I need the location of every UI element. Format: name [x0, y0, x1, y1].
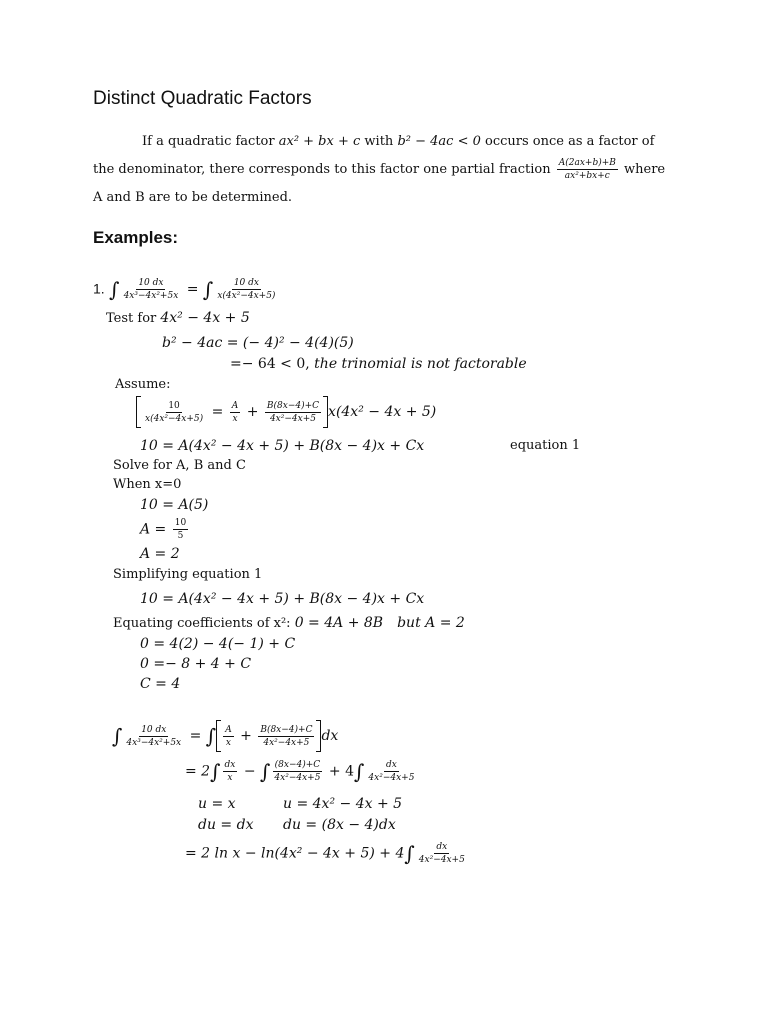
left-bracket — [136, 396, 141, 428]
equation-1-repeat: 10 = A(4x² − 4x + 5) + B(8x − 4)x + Cx — [140, 591, 425, 607]
math-note: but A = 2 — [397, 615, 465, 631]
fraction-numerator: A — [231, 400, 239, 411]
examples-heading: Examples: — [93, 228, 179, 247]
fraction — [265, 401, 321, 424]
fraction-denominator: 4x²−4x+5 — [418, 855, 465, 865]
integral-sign: ∫ — [202, 277, 214, 302]
integral-sign: ∫ — [109, 277, 120, 302]
test-line — [106, 310, 250, 327]
fraction-numerator: A — [225, 724, 232, 735]
fraction-numerator: B(8x−4)+C — [260, 724, 313, 735]
math-expression: 0 = 4A + 8B — [294, 615, 384, 631]
page-title: Distinct Quadratic Factors — [93, 88, 312, 109]
fraction-numerator: (8x−4)+C — [274, 760, 321, 770]
fraction-numerator: 10 dx — [138, 278, 164, 288]
result-line — [185, 842, 469, 865]
a-step-3: A = 2 — [140, 546, 180, 562]
math-expression: b² − 4ac < 0 — [397, 134, 481, 149]
fraction-numerator: dx — [436, 842, 448, 852]
c-step-3: C = 4 — [140, 676, 181, 692]
fraction — [272, 760, 322, 783]
math-expression: dx — [321, 728, 339, 744]
math-expression: + 4 — [328, 763, 354, 780]
fraction — [230, 401, 241, 424]
sub-u2: u = 4x² − 4x + 5 — [283, 796, 403, 812]
fraction-denominator: 5 — [177, 531, 184, 541]
equals-sign: = — [211, 404, 224, 420]
c-step-2: 0 =− 8 + 4 + C — [140, 656, 252, 672]
coef-label: Equating coefficients of x²: — [113, 616, 295, 631]
fraction — [122, 278, 181, 301]
fraction-numerator: 10 — [174, 518, 187, 528]
math-expression: =− 64 < 0, — [230, 356, 315, 372]
sub-u1: u = x — [198, 796, 236, 812]
integral-sign: ∫ — [112, 724, 123, 748]
fraction-denominator: 4x³−4x²+5x — [123, 291, 179, 301]
fraction-numerator: B(8x−4)+C — [266, 400, 320, 411]
fraction-numerator: dx — [386, 760, 397, 770]
fraction-denominator: x(4x²−4x+5) — [145, 413, 204, 424]
fraction — [223, 725, 234, 748]
fraction-numerator: dx — [224, 760, 236, 770]
assume-equation — [136, 396, 436, 428]
intro-text: If a quadratic factor — [142, 134, 279, 149]
math-expression: A = — [140, 521, 167, 538]
fraction — [557, 158, 618, 181]
intro-text: with — [360, 134, 398, 149]
integral-sign: ∫ — [205, 724, 217, 748]
fraction — [366, 760, 416, 783]
when-label: When x=0 — [113, 477, 182, 492]
fraction — [143, 401, 205, 424]
sub-du2: du = (8x − 4)dx — [283, 817, 396, 833]
intro-line-1 — [142, 134, 654, 150]
math-expression: = 2 ln x − ln(4x² − 4x + 5) + 4 — [185, 845, 405, 862]
integral-sign: ∫ — [354, 759, 365, 784]
math-expression: ax² + bx + c — [278, 134, 361, 149]
fraction-denominator: x — [227, 773, 233, 783]
equals-sign: = — [189, 728, 202, 744]
equation-1-label: equation 1 — [510, 438, 581, 453]
math-note: the trinomial is not factorable — [314, 356, 527, 372]
minus-sign: − — [243, 763, 256, 780]
integral-sign: ∫ — [404, 841, 415, 866]
test-label: Test for — [106, 311, 161, 326]
intro-text: occurs once as a factor of — [480, 134, 655, 149]
fraction-numerator: 10 dx — [141, 724, 167, 735]
final-integral — [112, 720, 338, 752]
intro-line-3: A and B are to be determined. — [93, 190, 293, 205]
fraction — [417, 842, 467, 865]
example-number: 1. — [93, 280, 105, 297]
fraction-denominator: 4x²−4x+5 — [263, 737, 310, 748]
assume-label: Assume: — [115, 377, 171, 392]
example-1-integral — [93, 278, 279, 301]
left-bracket — [216, 720, 221, 752]
discriminant-result — [230, 356, 527, 372]
step-2-line — [185, 760, 418, 783]
fraction-numerator: 10 dx — [233, 278, 259, 288]
sub-du1: du = dx — [198, 817, 254, 833]
math-expression: = 2 — [185, 763, 211, 780]
equation-1: 10 = A(4x² − 4x + 5) + B(8x − 4)x + Cx — [140, 438, 425, 454]
coefficients-line — [113, 615, 465, 632]
fraction — [215, 278, 277, 301]
a-step-1: 10 = A(5) — [140, 497, 209, 513]
fraction-denominator: 4x³−4x²+5x — [126, 737, 182, 748]
plus-sign: + — [240, 728, 252, 744]
fraction-denominator: ax²+bx+c — [564, 171, 610, 181]
intro-text: the denominator, there corresponds to this factor one partial fraction — [93, 162, 555, 177]
fraction-denominator: 4x²−4x+5 — [269, 413, 316, 424]
solve-label: Solve for A, B and C — [113, 458, 246, 473]
fraction-numerator: 10 — [168, 400, 180, 411]
math-expression: 4x² − 4x + 5 — [160, 310, 250, 326]
c-step-1: 0 = 4(2) − 4(− 1) + C — [140, 636, 296, 652]
fraction — [223, 760, 238, 783]
integral-sign: ∫ — [210, 759, 221, 784]
fraction-denominator: 4x²−4x+5 — [368, 773, 415, 783]
fraction — [124, 725, 183, 748]
plus-sign: + — [246, 404, 259, 420]
fraction-denominator: x — [225, 737, 231, 748]
fraction — [258, 725, 314, 748]
equals-sign: = — [186, 281, 199, 298]
intro-line-2 — [93, 158, 665, 181]
integral-sign: ∫ — [260, 759, 271, 784]
fraction — [173, 518, 188, 541]
fraction-denominator: x(4x²−4x+5) — [217, 291, 276, 301]
discriminant-line: b² − 4ac = (− 4)² − 4(4)(5) — [162, 335, 354, 351]
fraction-denominator: x — [232, 413, 238, 424]
math-expression: x(4x² − 4x + 5) — [328, 404, 437, 420]
fraction-numerator: A(2ax+b)+B — [558, 158, 616, 168]
simplify-label: Simplifying equation 1 — [113, 567, 263, 582]
a-step-2 — [140, 518, 190, 541]
fraction-denominator: 4x²−4x+5 — [274, 773, 321, 783]
intro-text: where — [619, 162, 666, 177]
